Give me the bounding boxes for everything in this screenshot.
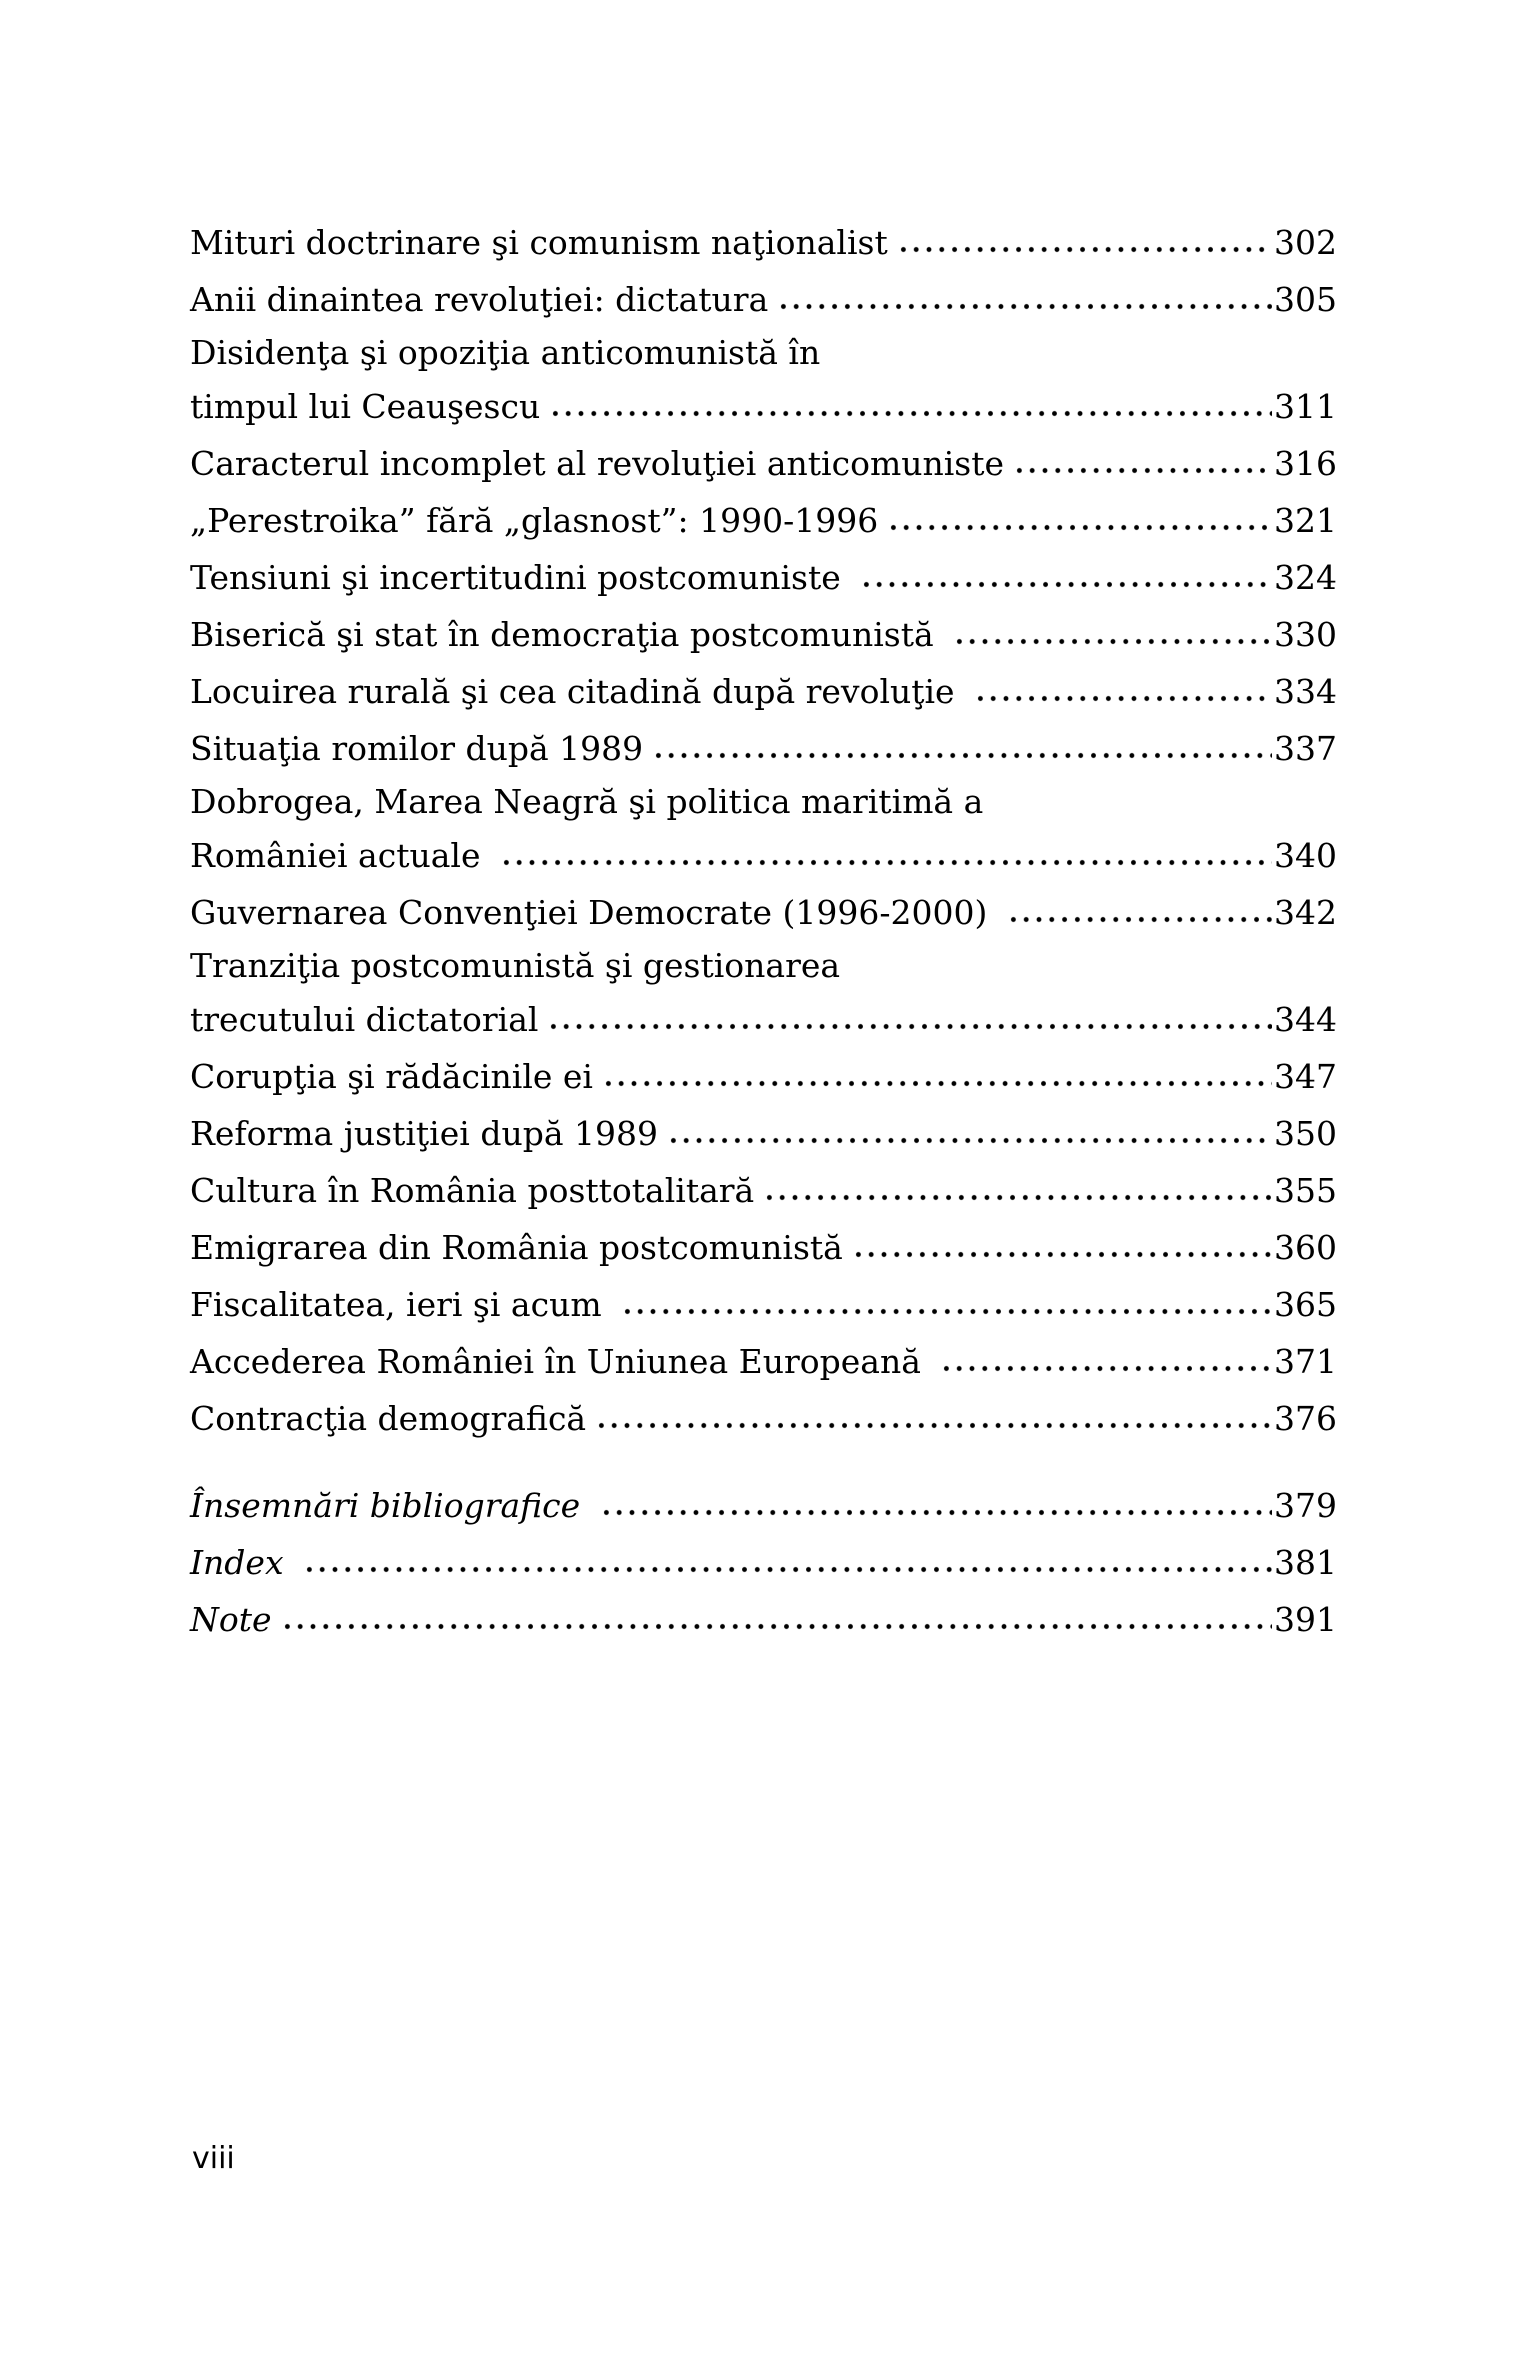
toc-entry — [190, 1162, 1337, 1219]
toc-entry — [190, 1333, 1337, 1390]
toc-entry-page: 371 — [1274, 1342, 1337, 1381]
dot-leader — [1004, 884, 1272, 941]
toc-entry-page: 350 — [1274, 1114, 1337, 1153]
dot-leader — [546, 378, 1272, 435]
toc-entry-line — [190, 1390, 1337, 1447]
toc-list — [190, 214, 1337, 1648]
toc-entry — [190, 1390, 1337, 1447]
toc-entry-page: 355 — [1274, 1171, 1337, 1210]
toc-entry-page: 391 — [1274, 1600, 1337, 1639]
toc-entry-page: 337 — [1274, 729, 1337, 768]
toc-entry-line — [190, 1162, 1337, 1219]
toc-entry — [190, 884, 1337, 941]
toc-entry-line — [190, 1048, 1337, 1105]
toc-entry-line — [190, 1276, 1337, 1333]
toc-entry-line — [190, 827, 1337, 884]
toc-entry-page: 324 — [1274, 558, 1337, 597]
toc-entry — [190, 1105, 1337, 1162]
toc-entry-title: Tensiuni şi incertitudini postcomuniste — [190, 558, 852, 597]
dot-leader — [300, 1534, 1272, 1591]
toc-entry — [190, 1048, 1337, 1105]
toc-entry-title: Fiscalitatea, ieri şi acum — [190, 1285, 613, 1324]
page-number: viii — [192, 2141, 235, 2176]
toc-entry-page: 302 — [1274, 223, 1337, 262]
toc-entry-page: 379 — [1274, 1486, 1337, 1525]
toc-entry — [190, 720, 1337, 777]
toc-entry-page: 342 — [1274, 893, 1337, 932]
toc-entry-title: Reforma justiţiei după 1989 — [190, 1114, 658, 1153]
toc-entry-line — [190, 1534, 1337, 1591]
toc-entry-title: Situaţia romilor după 1989 — [190, 729, 644, 768]
toc-entry-line — [190, 663, 1337, 720]
dot-leader — [760, 1162, 1272, 1219]
dot-leader — [597, 1477, 1272, 1534]
toc-entry-title: Însemnări bibliografice — [190, 1486, 591, 1525]
toc-entry-title: „Perestroika” fără „glasnost”: 1990-1996 — [190, 501, 879, 540]
toc-entry-page: 347 — [1274, 1057, 1337, 1096]
dot-leader — [971, 663, 1272, 720]
toc-entry-line — [190, 1477, 1337, 1534]
toc-entry-title: Mituri doctrinare şi comunism naţionalist — [190, 223, 888, 262]
dot-leader — [857, 549, 1272, 606]
dot-leader — [278, 1591, 1272, 1648]
toc-entry-page: 321 — [1274, 501, 1337, 540]
dot-leader — [774, 271, 1272, 328]
toc-entry-title: României actuale — [190, 836, 491, 875]
toc-entry-line — [190, 549, 1337, 606]
toc-entry — [190, 549, 1337, 606]
dot-leader — [497, 827, 1272, 884]
toc-entry-line — [190, 606, 1337, 663]
dot-leader — [599, 1048, 1272, 1105]
toc-entry-page: 376 — [1274, 1399, 1337, 1438]
toc-entry — [190, 1534, 1337, 1591]
toc-entry-title: Anii dinaintea revoluţiei: dictatura — [190, 280, 769, 319]
toc-entry — [190, 1591, 1337, 1648]
toc-entry-line — [190, 214, 1337, 271]
toc-entry-title: Accederea României în Uniunea Europeană — [190, 1342, 932, 1381]
toc-entry-title: Index — [190, 1543, 295, 1582]
dot-leader — [544, 991, 1272, 1048]
dot-leader — [950, 606, 1272, 663]
toc-entry — [190, 777, 1337, 884]
toc-entry — [190, 435, 1337, 492]
toc-entry — [190, 328, 1337, 435]
toc-entry-page: 344 — [1274, 1000, 1337, 1039]
toc-entry — [190, 941, 1337, 1048]
toc-entry-page: 316 — [1274, 444, 1337, 483]
toc-entry-line — [190, 884, 1337, 941]
toc-entry-page: 330 — [1274, 615, 1337, 654]
toc-entry — [190, 214, 1337, 271]
toc-entry-page: 305 — [1274, 280, 1337, 319]
dot-leader — [592, 1390, 1272, 1447]
toc-entry — [190, 1219, 1337, 1276]
toc-entry — [190, 492, 1337, 549]
dot-leader — [894, 214, 1272, 271]
toc-entry — [190, 1477, 1337, 1534]
toc-entry-title: timpul lui Ceauşescu — [190, 387, 541, 426]
toc-entry-line — [190, 435, 1337, 492]
toc-entry-title: Locuirea rurală şi cea citadină după revoluţie — [190, 672, 966, 711]
toc-entry-title: Note — [190, 1600, 272, 1639]
toc-entry-title: Guvernarea Convenţiei Democrate (1996-2000) — [190, 893, 998, 932]
toc-entry-line — [190, 1219, 1337, 1276]
toc-entry-title: Emigrarea din România postcomunistă — [190, 1228, 843, 1267]
dot-leader — [664, 1105, 1272, 1162]
toc-entry-line — [190, 720, 1337, 777]
toc-entry-line — [190, 1333, 1337, 1390]
toc-entry — [190, 606, 1337, 663]
toc-entry-page: 334 — [1274, 672, 1337, 711]
toc-entry-wrap-text: Tranziţia postcomunistă şi gestionarea — [190, 946, 841, 985]
toc-entry-title: Contracţia demografică — [190, 1399, 587, 1438]
toc-entry-wrap-text: Disidenţa şi opoziţia anticomunistă în — [190, 333, 821, 372]
toc-entry-title: Caracterul incomplet al revoluţiei anticomuniste — [190, 444, 1005, 483]
toc-entry-title: Biserică şi stat în democraţia postcomunistă — [190, 615, 945, 654]
toc-entry-page: 340 — [1274, 836, 1337, 875]
toc-entry-title: trecutului dictatorial — [190, 1000, 539, 1039]
toc-entry-line — [190, 378, 1337, 435]
toc-entry — [190, 1276, 1337, 1333]
dot-leader — [937, 1333, 1272, 1390]
toc-entry-line — [190, 1105, 1337, 1162]
toc-entry-title: Cultura în România posttotalitară — [190, 1171, 755, 1210]
toc-entry-line — [190, 492, 1337, 549]
toc-entry-line — [190, 991, 1337, 1048]
toc-entry-line — [190, 271, 1337, 328]
toc-entry-wrap-text: Dobrogea, Marea Neagră şi politica maritimă a — [190, 782, 984, 821]
dot-leader — [618, 1276, 1272, 1333]
dot-leader — [1010, 435, 1272, 492]
toc-entry-page: 360 — [1274, 1228, 1337, 1267]
toc-entry-line — [190, 1591, 1337, 1648]
dot-leader — [884, 492, 1272, 549]
toc-entry-page: 311 — [1274, 387, 1337, 426]
dot-leader — [849, 1219, 1272, 1276]
toc-entry-title: Corupţia şi rădăcinile ei — [190, 1057, 593, 1096]
toc-entry-page: 381 — [1274, 1543, 1337, 1582]
dot-leader — [649, 720, 1272, 777]
toc-entry — [190, 663, 1337, 720]
toc-entry — [190, 271, 1337, 328]
toc-entry-page: 365 — [1274, 1285, 1337, 1324]
